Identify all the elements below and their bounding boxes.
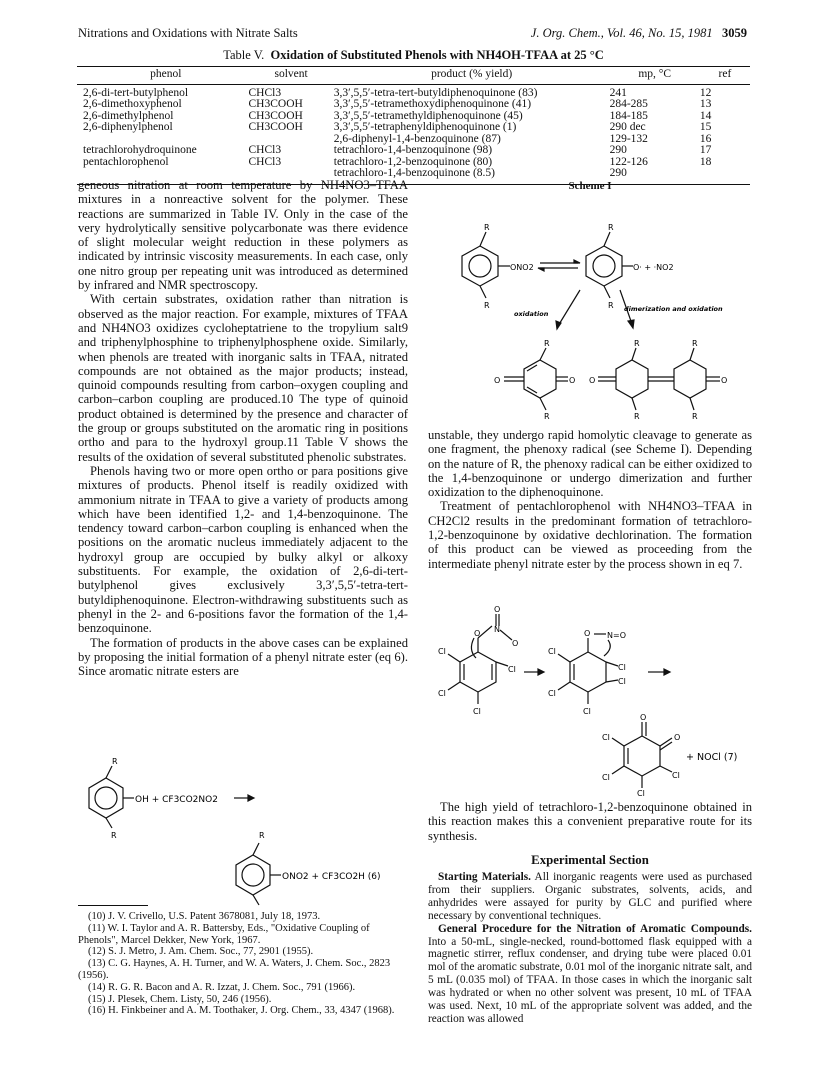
page-number: 3059 (722, 26, 747, 40)
eq6-products: ONO2 + CF3CO2H (6) (282, 872, 381, 882)
footnote-rule (78, 905, 148, 906)
benzoquinone-ring (524, 360, 556, 398)
chlorine-label: Cl (637, 789, 645, 798)
experimental-text (428, 871, 752, 1026)
substituent-r: R (608, 223, 614, 232)
table-cell: tetrachloro-1,2-benzoquinone (80) (333, 155, 493, 168)
body-paragraph: geneous nitration at room temperature by NH4NO3–TFAA mixtures in a nonreactive solvent for the polymer. These reactions are summarized in Table IV. Only in the case of the very hydrolytically sensitive polycarbonate was there evidence of slight molecular weight reduction in these polymers as indicated by intrinsic viscosity measurements. In each case, only one nitro group per repeating unit was introduced as determined by infrared and NMR spectroscopy. (78, 178, 408, 293)
table-number: Table V. (223, 48, 265, 62)
table-cell: 17 (699, 144, 712, 156)
chlorine-label: Cl (473, 707, 481, 716)
table-header-row (77, 67, 750, 85)
right-column-text-1 (428, 428, 752, 571)
table-cell: 290 dec (609, 121, 646, 133)
footnote: (16) H. Finkbeiner and A. M. Toothaker, J. Org. Chem., 33, 4347 (1968). (88, 1005, 395, 1017)
tetrachloro-o-benzoquinone-ring (624, 736, 660, 776)
substituent-r: R (608, 301, 614, 310)
run-in-heading: General Procedure for the Nitration of Aromatic Compounds. (438, 922, 752, 935)
substituent-r: R (692, 412, 698, 421)
table-cell: 2,6-diphenylphenol (83, 121, 173, 133)
footnotes (78, 911, 408, 1017)
table-row (77, 99, 750, 111)
oxygen-label: O (584, 629, 591, 638)
table-cell: CH3COOH (248, 121, 303, 133)
table-cell: CHCl3 (248, 144, 282, 156)
table-cell: 290 (609, 167, 627, 179)
table-cell: pentachlorophenol (83, 155, 169, 168)
nitrogen-label: N (494, 625, 500, 634)
body-paragraph: With certain substrates, oxidation rather than nitration is observed as the major reaction. For example, mixtures of TFAA and NH4NO3 oxidizes cycloheptatriene to the tropylium salt9 and triphenylphosphine to triphenylphosphene oxide. Similarly, when phenols are treated with inorganic salts in TFAA, nitrated compounds are not obtained as the major products; instead, quinoid compounds resulting from carbon–oxygen coupling and carbon–carbon coupling are produced.10 The type of quinoid product obtained is determined by the presence and character of the group or groups substituted on the aromatic ring in positions ortho and para to the hydroxyl group.11 Table V shows the results of the oxidation of several substituted phenolic substrates. (78, 292, 408, 464)
table-cell: 2,6-dimethylphenol (83, 109, 174, 122)
table-cell: 3,3′,5,5′-tetraphenyldiphenoquinone (1) (333, 121, 517, 133)
table-title: Oxidation of Substituted Phenols with NH4OH-TFAA at 25 °C (270, 48, 604, 62)
substituent-r: R (634, 339, 640, 348)
table-cell: 2,6-dimethoxyphenol (83, 98, 182, 110)
oxygen-label: O (474, 629, 481, 638)
table-cell: CHCl3 (248, 155, 282, 168)
oxygen-label: O (569, 376, 576, 385)
chlorine-label: Cl (602, 773, 610, 782)
oxygen-label: O (674, 733, 681, 742)
table-cell: 184-185 (609, 109, 648, 122)
aromatic-circle (95, 787, 117, 809)
table-row (77, 122, 750, 134)
benzene-ring-right (236, 855, 270, 895)
oxygen-label: O (589, 376, 596, 385)
right-column-text-2 (428, 800, 752, 843)
phenyl-nitrate-ring (462, 246, 498, 286)
benzene-ring-left (89, 778, 123, 818)
chlorine-label: Cl (438, 647, 446, 656)
substituent-r: R (259, 831, 265, 840)
col-header-phenol: phenol (77, 67, 249, 85)
substituent-r: R (484, 223, 490, 232)
table-cell: 2,6-diphenyl-1,4-benzoquinone (87) (333, 132, 501, 145)
chlorine-label: Cl (548, 647, 556, 656)
dimerization-label: dimerization and oxidation (624, 305, 723, 313)
body-paragraph: Phenols having two or more open ortho or para positions give mixtures of products. Phenol itself is readily oxidized with ammonium nitrate in TFAA to give a variety of products among which have been identified 1,2- and 1,4-benzoquinone. The tendency toward carbon–carbon coupling is enhanced when the positions on the aromatic nucleus immediately adjacent to the hydroxyl group are occupied by bulky alkyl or alkoxy substituents. For example, the oxidation of 2,6-di-tert-butylphenol gives exclusively 3,3′,5,5′-tetra-tert-butyldiphenoquinone. Electron-withdrawing substituents such as phenyl in the 2- and 6-positions favor the formation of the 1,4-benzoquinone. (78, 463, 408, 636)
diphenoquinone-ring-left (616, 360, 648, 398)
oxygen-label: O (512, 639, 519, 648)
table-cell: 14 (699, 109, 712, 122)
oxygen-label: O (721, 376, 728, 385)
substituent-r: R (634, 412, 640, 421)
oxidation-table (77, 66, 750, 185)
table-row (77, 84, 750, 99)
table-row (77, 145, 750, 157)
table-cell: tetrachloro-1,4-benzoquinone (98) (333, 144, 493, 156)
scheme-title: Scheme I (568, 180, 612, 192)
diphenoquinone-ring-right (674, 360, 706, 398)
oxygen-label: O (640, 713, 647, 722)
paragraph-text: All inorganic reagents were used as purchased from their suppliers. Organic substrates, solvents, acids, and anhydrides were assayed for purity by GLC and purified where necessary by conventional techniques. (428, 871, 752, 922)
col-header-mp: mp, °C (610, 67, 700, 85)
table-cell: 284-285 (609, 98, 648, 110)
footnote: (15) J. Plesek, Chem. Listy, 50, 246 (1956). (88, 993, 272, 1005)
table-cell: 2,6-di-tert-butylphenol (83, 86, 189, 99)
table-cell: 13 (699, 98, 712, 110)
intermediate-ring (570, 652, 606, 692)
experimental-paragraph (428, 871, 752, 923)
body-paragraph: Treatment of pentachlorophenol with NH4NO3–TFAA in CH2Cl2 results in the predominant formation of tetrachloro-1,2-benzoquinone by oxidative dechlorination. The formation of this product can be viewed as proceeding from the intermediate phenyl nitrate ester by the process shown in eq 7. (428, 499, 752, 571)
table-cell: 3,3′,5,5′-tetramethyldiphenoquinone (45) (333, 109, 523, 122)
footnote: (13) C. G. Haynes, A. H. Turner, and W. A. Waters, J. Chem. Soc., 2823 (1956). (78, 958, 391, 981)
equation-7-diagram (428, 600, 752, 796)
col-header-product: product (% yield) (334, 67, 610, 85)
table-cell: 12 (699, 86, 712, 99)
chlorine-label: Cl (508, 665, 516, 674)
col-header-solvent: solvent (249, 67, 334, 85)
table-cell: 290 (609, 144, 627, 156)
running-header-citation (531, 26, 747, 41)
footnote: (11) W. I. Taylor and A. R. Battersby, Eds., "Oxidative Coupling of Phenols", Marcel Dekker, New York, 1967. (78, 922, 370, 946)
chlorine-label: Cl (583, 707, 591, 716)
running-header-title: Nitrations and Oxidations with Nitrate Salts (78, 26, 298, 40)
body-paragraph: unstable, they undergo rapid homolytic cleavage to generate as one fragment, the phenoxy radical (see Scheme I). Depending on the nature of R, the phenoxy radical can be either oxidized to the 1,4-benzoquinone or undergo dimerization and further oxidization to the diphenoquinone. (428, 428, 752, 500)
chlorine-label: Cl (602, 733, 610, 742)
chlorine-label: Cl (618, 677, 626, 686)
substituent-r: R (484, 301, 490, 310)
table-cell: tetrachloro-1,4-benzoquinone (8.5) (333, 167, 496, 179)
footnote: (12) S. J. Metro, J. Am. Chem. Soc., 77, 2901 (1955). (88, 946, 314, 958)
body-paragraph: The formation of products in the above cases can be explained by proposing the initial formation of a phenyl nitrate ester (eq 6). Since aromatic nitrate esters are (78, 635, 408, 679)
body-paragraph: The high yield of tetrachloro-1,2-benzoquinone obtained in this reaction makes this a convenient preparative route for its synthesis. (428, 800, 752, 843)
run-in-heading: Starting Materials. (438, 871, 531, 883)
eq7-coproduct: + NOCl (7) (686, 752, 738, 763)
pentachlorophenyl-ring (460, 652, 496, 692)
substituent-r: R (544, 412, 550, 421)
table-cell: 129-132 (609, 132, 648, 145)
paragraph-text: Into a 50-mL, single-necked, round-bottomed flask equipped with a magnetic stirrer, reflux condenser, and drying tube were placed 0.01 mol of the aromatic substrate, 0.01 mol of the inorganic nitrate salt, and 5 mL (0.035 mol) of TFAA. In those cases in which the inorganic salt was hydrated or when no other solvent was present, 10 mL of TFAA was used. Next, 10 mL of the appropriate solvent was added, and the reaction was allowed (428, 935, 752, 1025)
table-cell: 16 (699, 132, 712, 145)
oxygen-label: O (494, 605, 501, 614)
table-cell: 18 (699, 155, 712, 168)
footnote: (14) R. G. R. Bacon and A. R. Izzat, J. Chem. Soc., 791 (1966). (88, 981, 356, 993)
table-cell: 241 (609, 86, 627, 99)
eq6-reactants: OH + CF3CO2NO2 (135, 795, 218, 805)
table-cell: CHCl3 (248, 86, 282, 99)
substituent-r: R (112, 757, 118, 766)
table-cell: CH3COOH (248, 109, 303, 122)
radical-label: O· + ·NO2 (633, 263, 674, 272)
substituent-r: R (544, 339, 550, 348)
phenoxy-ring (586, 246, 622, 286)
table-cell: 122-126 (609, 155, 648, 168)
table-cell: 3,3′,5,5′-tetra-tert-butyldiphenoquinone (83) (333, 86, 538, 99)
nitroso-label: N=O (607, 631, 626, 640)
chlorine-label: Cl (438, 689, 446, 698)
experimental-paragraph (428, 923, 752, 1026)
oxidation-arrow (558, 290, 580, 326)
left-column-text (78, 178, 408, 678)
table-caption (0, 48, 827, 63)
equation-6-diagram (78, 757, 408, 898)
col-header-ref: ref (700, 67, 750, 85)
scheme-1-diagram (428, 194, 752, 424)
chlorine-label: Cl (672, 771, 680, 780)
chlorine-label: Cl (548, 689, 556, 698)
table-cell: CH3COOH (248, 98, 303, 110)
chlorine-label: Cl (618, 663, 626, 672)
footnote: (10) J. V. Crivello, U.S. Patent 3678081, July 18, 1973. (88, 911, 321, 922)
journal-citation: J. Org. Chem., Vol. 46, No. 15, 1981 (530, 26, 713, 40)
oxidation-label: oxidation (514, 310, 549, 318)
substituent-r: R (692, 339, 698, 348)
substituent-r: R (111, 831, 117, 840)
ono2-label: ONO2 (510, 263, 534, 272)
section-heading: Experimental Section (531, 853, 649, 867)
oxygen-label: O (494, 376, 501, 385)
table-cell: tetrachlorohydroquinone (83, 144, 197, 156)
table-cell: 15 (699, 121, 712, 133)
table-cell: 3,3′,5,5′-tetramethoxydiphenoquinone (41) (333, 98, 532, 110)
